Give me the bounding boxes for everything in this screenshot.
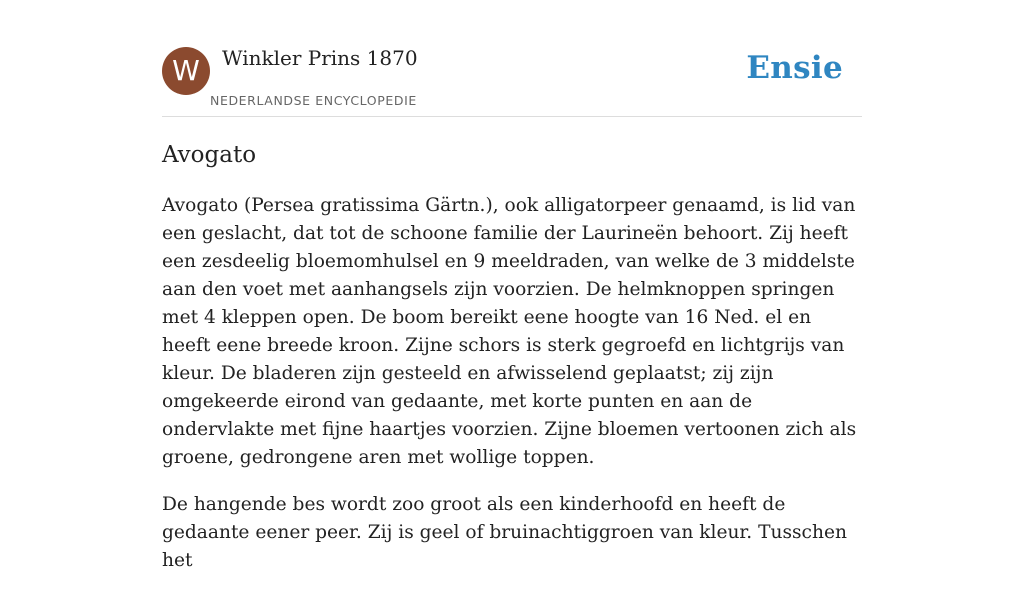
article-body (162, 192, 862, 594)
article-paragraph: Avogato (Persea gratissima Gärtn.), ook alligatorpeer genaamd, is lid van een geslacht, dat tot de schoone familie der Laurineën behoort. Zij heeft een zesdeelig bloemomhulsel en 9 meeldraden, van welke de 3 middelste aan den voet met aanhangsels zijn voorzien. De helmknoppen springen met 4 kleppen open. De boom bereikt eene hoogte van 16 Ned. el en heeft eene breede kroon. Zijne schors is sterk gegroefd en lichtgrijs van kleur. De bladeren zijn gesteeld en afwisselend geplaatst; zij zijn omgekeerde eirond van gedaante, met korte punten en aan de ondervlakte met fijne haartjes voorzien. Zijne bloemen vertoonen zich als groene, gedrongene aren met wollige toppen. (162, 195, 857, 468)
source-title[interactable]: Winkler Prins 1870 (222, 46, 418, 70)
source-header (162, 0, 862, 117)
article-title: Avogato (162, 142, 257, 168)
brand-logo[interactable]: Ensie (746, 50, 843, 86)
avatar[interactable]: W (162, 47, 210, 95)
article-paragraph: De hangende bes wordt zoo groot als een kinderhoofd en heeft de gedaante eener peer. Zij is geel of bruinachtiggroen van kleur. Tusschen het (162, 494, 847, 571)
source-subtitle: NEDERLANDSE ENCYCLOPEDIE (210, 93, 417, 108)
page (162, 0, 862, 571)
